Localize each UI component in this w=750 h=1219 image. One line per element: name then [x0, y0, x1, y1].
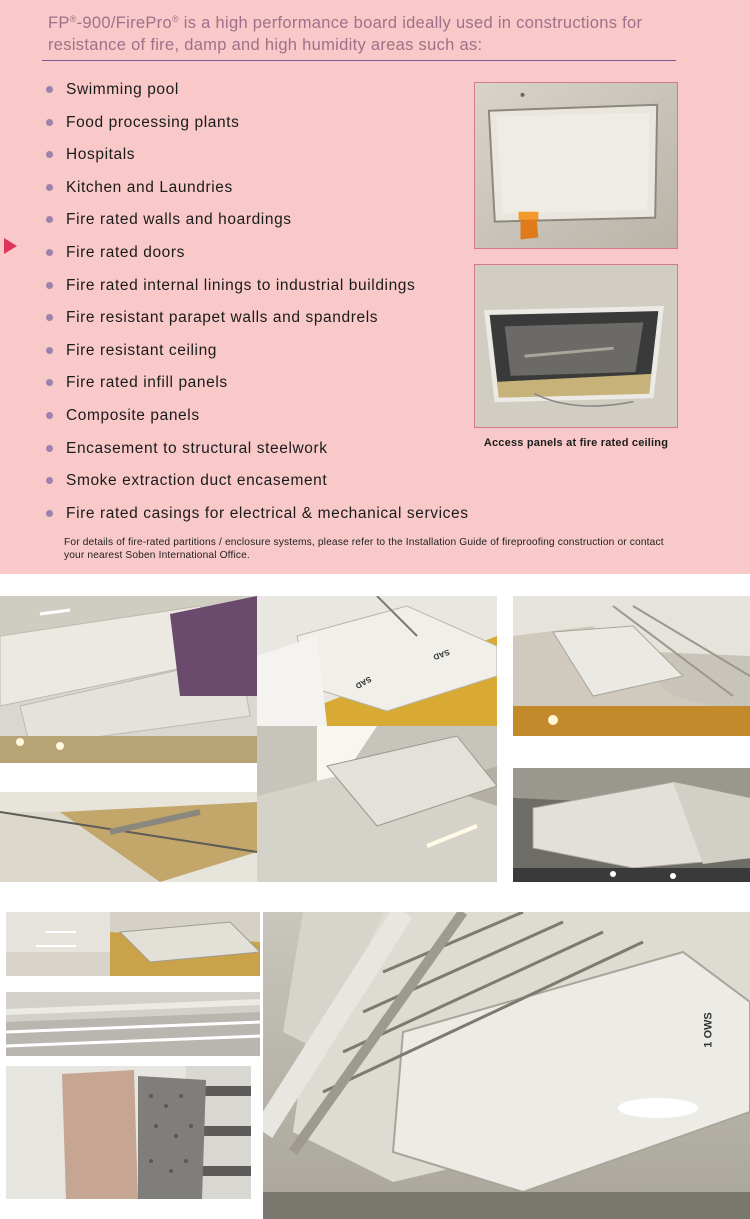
- duct-photo-pipes: [6, 992, 260, 1056]
- bullet-icon: [46, 477, 53, 484]
- application-item: [0, 141, 470, 174]
- bullet-icon: [46, 151, 53, 158]
- bullet-icon: [46, 314, 53, 321]
- bullet-icon: [46, 184, 53, 191]
- access-panel-photo-closed: [474, 82, 678, 249]
- duct-photo-skylight: [257, 726, 497, 882]
- footnote-text: For details of fire-rated partitions / enclosure systems, please refer to the Installation Guide of fireproofing construction or contact your nearest Soben International Office.: [64, 537, 664, 561]
- duct-photo-small-hall: [6, 912, 110, 976]
- intro-text: FP®-900/FirePro® is a high performance board ideally used in constructions for resistance of fire, damp and high humidity areas such as:: [48, 14, 643, 54]
- application-label: Smoke extraction duct encasement: [66, 472, 328, 490]
- application-item: [0, 500, 470, 533]
- duct-photo-cable-tray: [0, 792, 257, 882]
- application-item: [0, 174, 470, 207]
- application-item: [0, 402, 470, 435]
- application-label: Encasement to structural steelwork: [66, 439, 328, 457]
- bullet-icon: [46, 249, 53, 256]
- board-samples-photo: [6, 1066, 251, 1199]
- duct-photo-yellow-ceiling: [110, 912, 260, 976]
- application-item: [0, 76, 470, 109]
- application-item: [0, 369, 470, 402]
- duct-photo-hanging: [513, 768, 750, 882]
- bullet-icon: [46, 379, 53, 386]
- pointer-arrow-icon: [4, 238, 17, 254]
- application-label: Composite panels: [66, 406, 200, 424]
- application-label: Kitchen and Laundries: [66, 178, 233, 196]
- application-label: Fire resistant ceiling: [66, 341, 218, 359]
- info-panel: [0, 0, 750, 574]
- duct-photo-large-ceiling: [263, 912, 750, 1219]
- application-item: [0, 435, 470, 468]
- duct-photo-labeled: [257, 596, 497, 726]
- application-label: Fire rated casings for electrical & mechanical services: [66, 504, 469, 522]
- application-label: Food processing plants: [66, 113, 240, 131]
- bullet-icon: [46, 86, 53, 93]
- duct-label-sad-2: SAD: [353, 674, 374, 691]
- bullet-icon: [46, 510, 53, 517]
- application-label: Fire rated infill panels: [66, 374, 228, 392]
- duct-label-ows: 1 OWS: [702, 1012, 715, 1048]
- application-label: Fire resistant parapet walls and spandrels: [66, 309, 379, 327]
- access-panel-photo-open: [474, 264, 678, 428]
- bullet-icon: [46, 347, 53, 354]
- bullet-icon: [46, 216, 53, 223]
- application-label: Hospitals: [66, 146, 136, 164]
- application-item: [0, 109, 470, 142]
- application-label: Fire rated doors: [66, 243, 186, 261]
- bullet-icon: [46, 282, 53, 289]
- application-item: [0, 304, 470, 337]
- duct-photo-corridor: [0, 596, 257, 763]
- application-label: Fire rated internal linings to industrial buildings: [66, 276, 416, 294]
- application-item: [0, 206, 470, 239]
- duct-label-sad-1: SAD: [431, 647, 451, 662]
- application-item: [0, 272, 470, 305]
- application-item: [0, 467, 470, 500]
- bullet-icon: [46, 119, 53, 126]
- photo-caption: Access panels at fire rated ceiling: [483, 437, 669, 449]
- application-list: [0, 76, 470, 532]
- divider-rule: [42, 60, 676, 61]
- application-label: Fire rated walls and hoardings: [66, 211, 292, 229]
- application-item: [0, 337, 470, 370]
- duct-photo-parking: [513, 596, 750, 736]
- application-item: [0, 239, 470, 272]
- bullet-icon: [46, 445, 53, 452]
- application-label: Swimming pool: [66, 81, 179, 98]
- bullet-icon: [46, 412, 53, 419]
